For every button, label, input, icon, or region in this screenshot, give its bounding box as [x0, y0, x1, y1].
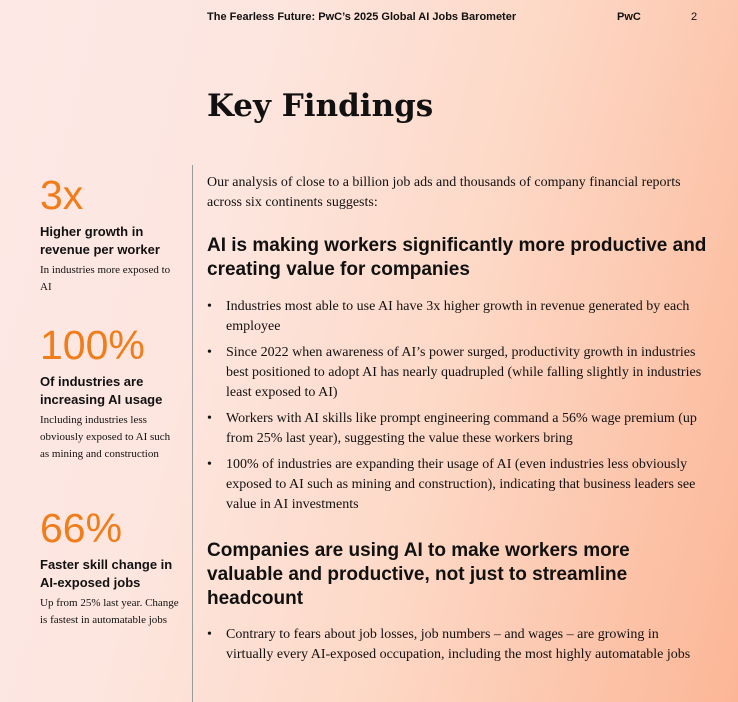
- document-header-title: The Fearless Future: PwC’s 2025 Global AI Jobs Barometer: [207, 11, 517, 23]
- stat-description: Including industries less obviously exposed to AI such as mining and construction: [40, 414, 171, 460]
- list-item: • Workers with AI skills like prompt engineering command a 56% wage premium (up from 25% last year), suggesting the value these workers bring: [207, 409, 707, 449]
- column-divider: [192, 165, 193, 702]
- page-title: Key Findings: [207, 88, 434, 124]
- stat-label: Higher growth in revenue per worker: [40, 224, 160, 257]
- stat-description: Up from 25% last year. Change is fastest in automatable jobs: [40, 597, 179, 626]
- page-number: 2: [691, 11, 698, 23]
- brand-name: PwC: [617, 11, 641, 23]
- intro-paragraph: Our analysis of close to a billion job ads and thousands of company financial reports across six continents suggests:: [207, 175, 681, 210]
- stat-block-skill-change: [40, 506, 180, 629]
- list-item: • Industries most able to use AI have 3x higher growth in revenue generated by each employee: [207, 297, 707, 337]
- stat-label: Faster skill change in AI-exposed jobs: [40, 557, 173, 590]
- stat-block-industries: [40, 323, 180, 463]
- list-item: • Contrary to fears about job losses, job numbers – and wages – are growing in virtually every AI-exposed occupation, including the most highly automatable jobs: [207, 625, 707, 665]
- stat-value: 66%: [40, 505, 123, 551]
- section-heading-productivity: AI is making workers significantly more productive and creating value for companies: [207, 235, 707, 280]
- stat-value: 100%: [40, 322, 145, 368]
- stat-block-revenue: [40, 173, 180, 296]
- stat-label: Of industries are increasing AI usage: [40, 374, 163, 407]
- list-item: • Since 2022 when awareness of AI’s power surged, productivity growth in industries best positioned to adopt AI has nearly quadrupled (while falling slightly in industries least exposed to AI): [207, 343, 707, 403]
- stat-description: In industries more exposed to AI: [40, 264, 171, 293]
- list-item: • 100% of industries are expanding their usage of AI (even industries less obviously exposed to AI such as mining and construction), indicating that business leaders see value in AI investments: [207, 455, 707, 515]
- bullet-list-value: [207, 625, 707, 671]
- bullet-list-productivity: [207, 297, 707, 521]
- section-heading-value: Companies are using AI to make workers more valuable and productive, not just to streamline headcount: [207, 540, 630, 609]
- stat-value: 3x: [40, 172, 84, 218]
